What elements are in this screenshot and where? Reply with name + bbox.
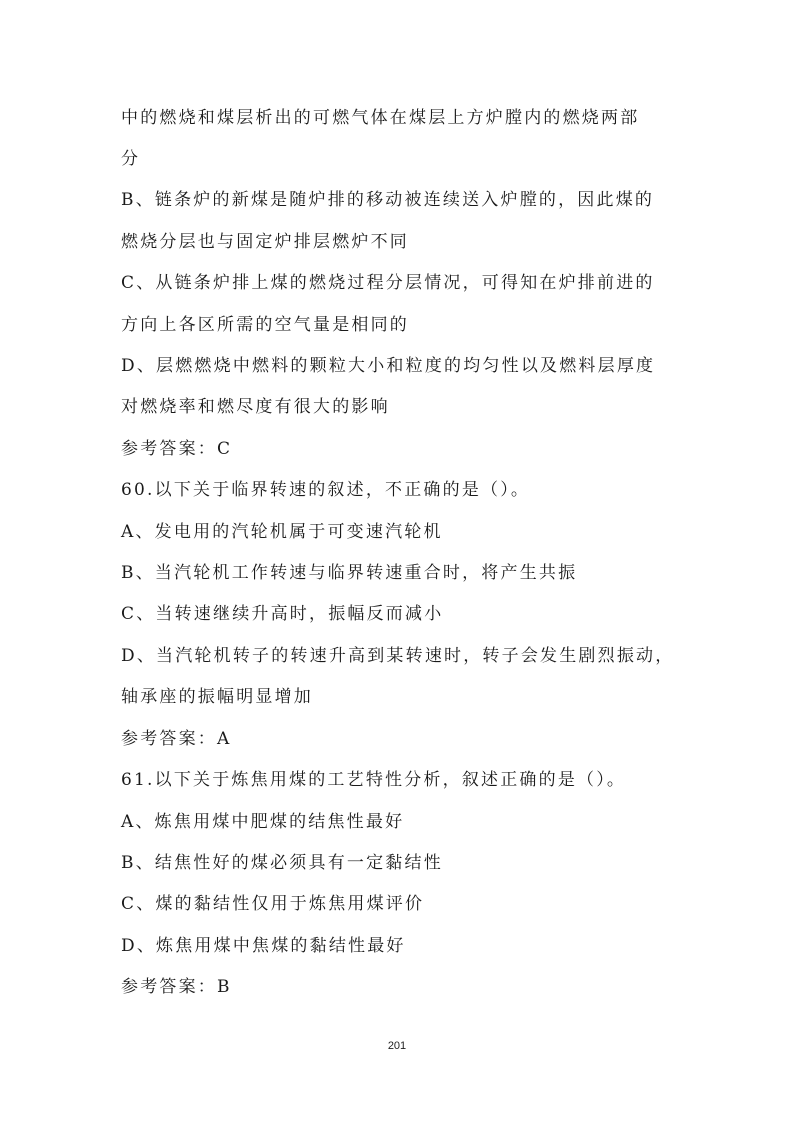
question-61: 61.以下关于炼焦用煤的工艺特性分析，叙述正确的是（）。 [121,770,627,790]
option-d-text: D、层燃燃烧中燃料的颗粒大小和粒度的均匀性以及燃料层厚度 [121,356,656,376]
question-60: 60.以下关于临界转速的叙述，不正确的是（）。 [121,480,531,500]
text-line: 燃烧分层也与固定炉排层燃炉不同 [121,232,409,252]
option-c-text: C、从链条炉排上煤的燃烧过程分层情况，可得知在炉排前进的 [121,273,655,293]
answer-text: 参考答案：A [121,729,232,749]
answer-text: 参考答案：C [121,439,233,459]
option-c-text: C、当转速继续升高时，振幅反而减小 [121,604,444,624]
option-b-text: B、结焦性好的煤必须具有一定黏结性 [121,853,443,873]
option-a-text: A、炼焦用煤中肥煤的结焦性最好 [121,812,405,832]
text-line: 中的燃烧和煤层析出的可燃气体在煤层上方炉膛内的燃烧两部 [121,108,640,128]
page-number: 201 [387,1040,407,1052]
option-d-text: D、炼焦用煤中焦煤的黏结性最好 [121,936,406,956]
option-a-text: A、发电用的汽轮机属于可变速汽轮机 [121,522,443,542]
option-d-text: D、当汽轮机转子的转速升高到某转速时，转子会发生剧烈振动， [121,646,675,666]
text-line: 对燃烧率和燃尽度有很大的影响 [121,397,390,417]
text-line: 方向上各区所需的空气量是相同的 [121,315,409,335]
text-line: 轴承座的振幅明显增加 [121,687,313,707]
answer-text: 参考答案：B [121,977,232,997]
option-c-text: C、煤的黏结性仅用于炼焦用煤评价 [121,894,425,914]
text-line: 分 [121,149,141,169]
option-b-text: B、链条炉的新煤是随炉排的移动被连续送入炉膛的，因此煤的 [121,190,655,210]
option-b-text: B、当汽轮机工作转速与临界转速重合时，将产生共振 [121,563,578,583]
